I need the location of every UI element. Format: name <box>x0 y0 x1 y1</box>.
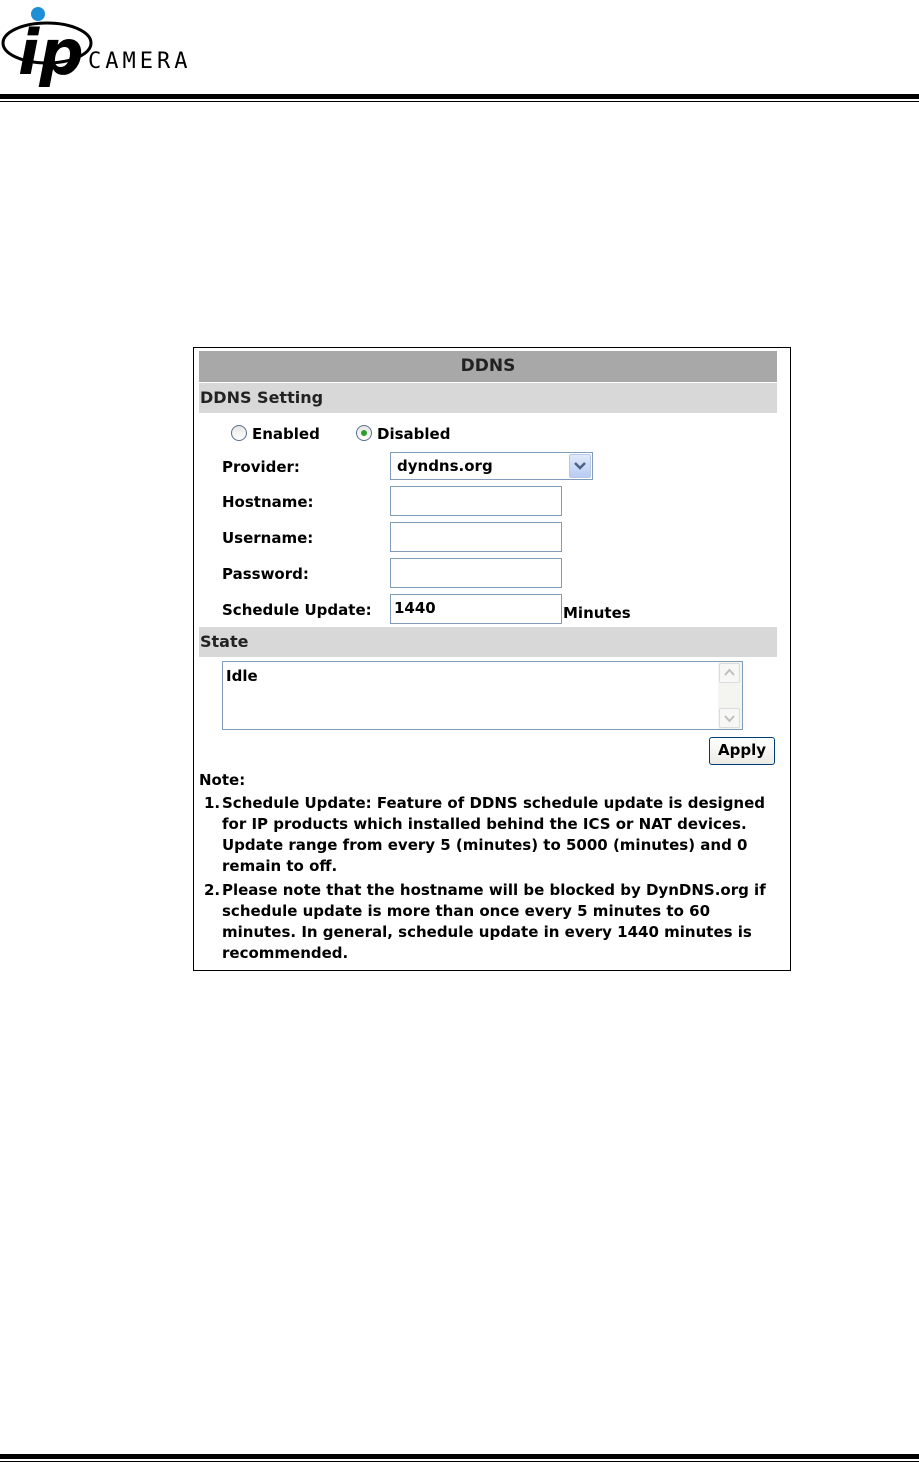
note-number: 1. <box>204 794 221 812</box>
radio-enabled[interactable] <box>231 425 247 441</box>
note-item-2 <box>204 880 782 964</box>
apply-button[interactable]: Apply <box>709 737 775 765</box>
username-label: Username: <box>222 529 314 547</box>
hostname-label: Hostname: <box>222 493 314 511</box>
chevron-down-icon <box>570 455 590 477</box>
dropdown-button[interactable] <box>569 454 591 478</box>
provider-selected-value: dyndns.org <box>397 457 493 475</box>
radio-selected-dot <box>361 430 367 436</box>
chevron-up-icon <box>720 664 739 682</box>
radio-disabled[interactable] <box>356 425 372 441</box>
header-rule-thin <box>0 101 919 102</box>
note-text: Please note that the hostname will be blocked by DynDNS.org if schedule update is more than once every 5 minutes to 60 minutes. In general, schedule update in every 1440 minutes is recommended. <box>222 881 766 962</box>
logo-camera-text: CAMERA <box>88 49 192 74</box>
password-input[interactable] <box>390 558 562 588</box>
schedule-update-input[interactable]: 1440 <box>390 594 562 624</box>
chevron-down-icon <box>720 709 739 727</box>
note-text: Schedule Update: Feature of DDNS schedule update is designed for IP products which installed behind the ICS or NAT devices. Update range from every 5 (minutes) to 5000 (minutes) and 0 remain to off. <box>222 794 766 875</box>
schedule-unit-label: Minutes <box>563 604 631 622</box>
ddns-setting-section <box>199 383 777 413</box>
state-scrollbar[interactable] <box>718 662 742 729</box>
radio-disabled-label: Disabled <box>377 425 451 443</box>
hostname-input[interactable] <box>390 486 562 516</box>
schedule-update-label: Schedule Update: <box>222 601 372 619</box>
ddns-setting-heading: DDNS Setting <box>200 388 324 407</box>
state-textarea[interactable] <box>222 661 743 730</box>
provider-label: Provider: <box>222 458 300 476</box>
footer-rule <box>0 1454 919 1459</box>
note-number: 2. <box>204 881 221 899</box>
username-input[interactable] <box>390 522 562 552</box>
state-text: Idle <box>226 667 258 685</box>
scroll-down-button[interactable] <box>719 708 740 728</box>
ip-camera-logo <box>0 0 300 95</box>
note-item-1 <box>204 793 782 877</box>
provider-select[interactable] <box>390 452 593 480</box>
state-heading: State <box>200 632 249 651</box>
password-label: Password: <box>222 565 309 583</box>
ddns-panel <box>193 347 791 971</box>
header-rule <box>0 94 919 99</box>
panel-title: DDNS <box>199 351 777 382</box>
scroll-up-button[interactable] <box>719 663 740 683</box>
logo-ip-text: ip <box>18 16 84 89</box>
state-section <box>199 627 777 657</box>
radio-enabled-label: Enabled <box>252 425 320 443</box>
note-title: Note: <box>199 771 246 789</box>
footer-rule-thin <box>0 1461 919 1462</box>
